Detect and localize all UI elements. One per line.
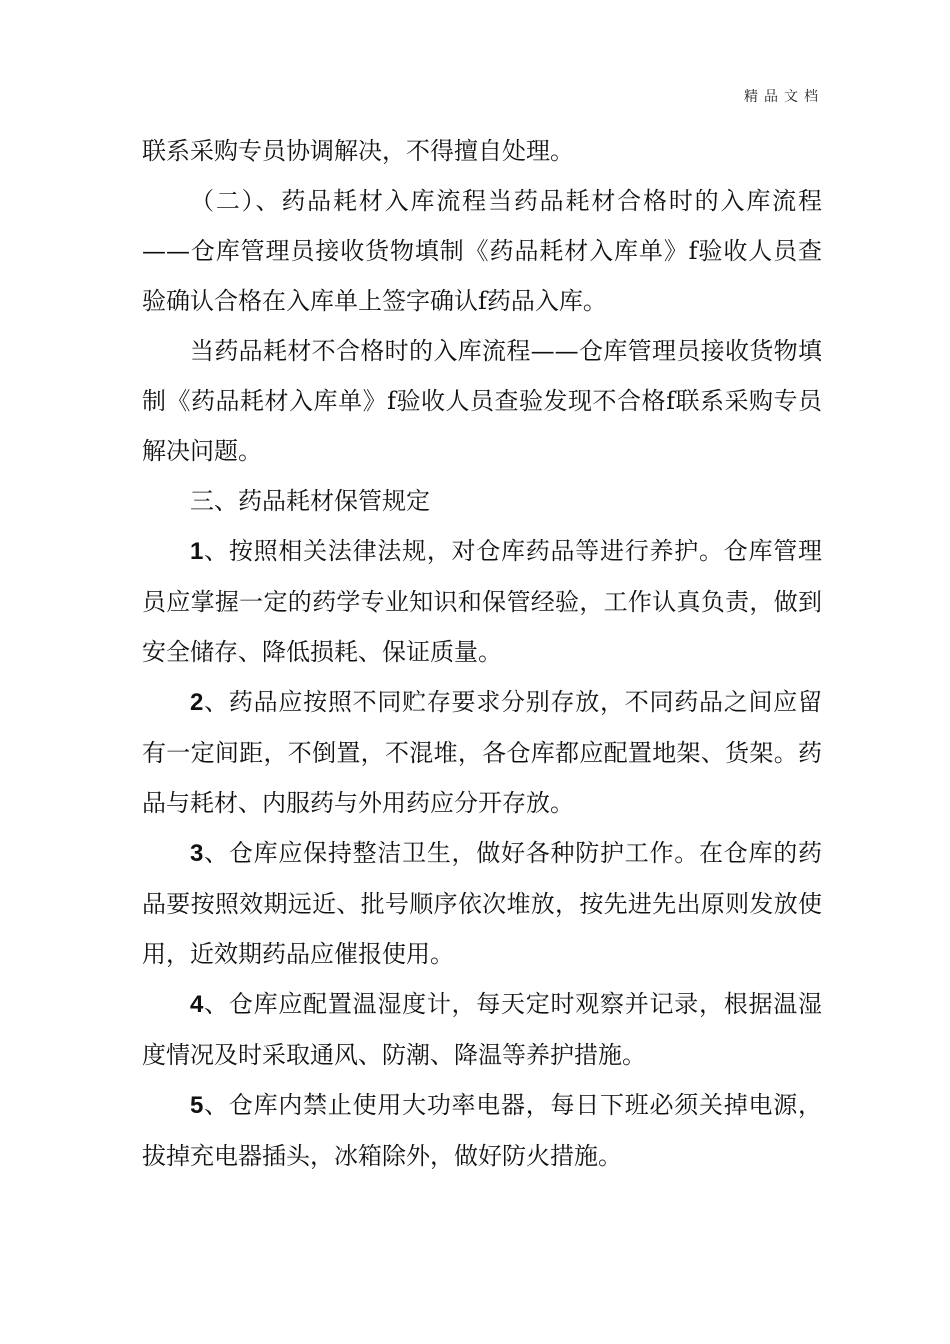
page-header: 精品文档 <box>744 89 824 105</box>
paragraph-continuation: 联系采购专员协调解决，不得擅自处理。 <box>142 137 574 165</box>
rule-text: 、仓库内禁止使用大功率电器，每日下班必须关掉电源，拔掉充电器插头，冰箱除外，做好防火措施。 <box>142 1091 822 1170</box>
rule-text: 、药品应按照不同贮存要求分别存放，不同药品之间应留有一定间距，不倒置，不混堆，各仓库都应配置地架、货架。药品与耗材、内服药与外用药应分开存放。 <box>142 688 822 817</box>
paragraph-inbound-unqualified: 当药品耗材不合格时的入库流程——仓库管理员接收货物填制《药品耗材入库单》f验收人员查验发现不合格f联系采购专员解决问题。 <box>142 337 822 465</box>
rule-number: 1 <box>190 538 204 565</box>
rule-item-4 <box>142 979 822 1080</box>
paragraph-inbound-qualified: （二）、药品耗材入库流程当药品耗材合格时的入库流程——仓库管理员接收货物填制《药品耗材入库单》f验收人员查验确认合格在入库单上签字确认f药品入库。 <box>142 187 822 315</box>
rule-item-1 <box>142 526 822 677</box>
rule-text: 、仓库应保持整洁卫生，做好各种防护工作。在仓库的药品要按照效期远近、批号顺序依次堆放，按先进先出原则发放使用，近效期药品应催报使用。 <box>142 839 822 968</box>
rule-number: 5 <box>190 1092 204 1119</box>
rule-text: 、仓库应配置温湿度计，每天定时观察并记录，根据温湿度情况及时采取通风、防潮、降温等养护措施。 <box>142 990 822 1069</box>
section-heading-storage-rules: 三、药品耗材保管规定 <box>190 487 430 515</box>
rule-item-2 <box>142 677 822 828</box>
rule-number: 4 <box>190 991 204 1018</box>
rule-number: 3 <box>190 840 204 867</box>
rule-item-3 <box>142 828 822 979</box>
rule-number: 2 <box>190 689 204 716</box>
document-body <box>142 126 822 1181</box>
rule-text: 、按照相关法律法规，对仓库药品等进行养护。仓库管理员应掌握一定的药学专业知识和保管经验，工作认真负责，做到安全储存、降低损耗、保证质量。 <box>142 537 822 666</box>
rule-item-5 <box>142 1080 822 1181</box>
